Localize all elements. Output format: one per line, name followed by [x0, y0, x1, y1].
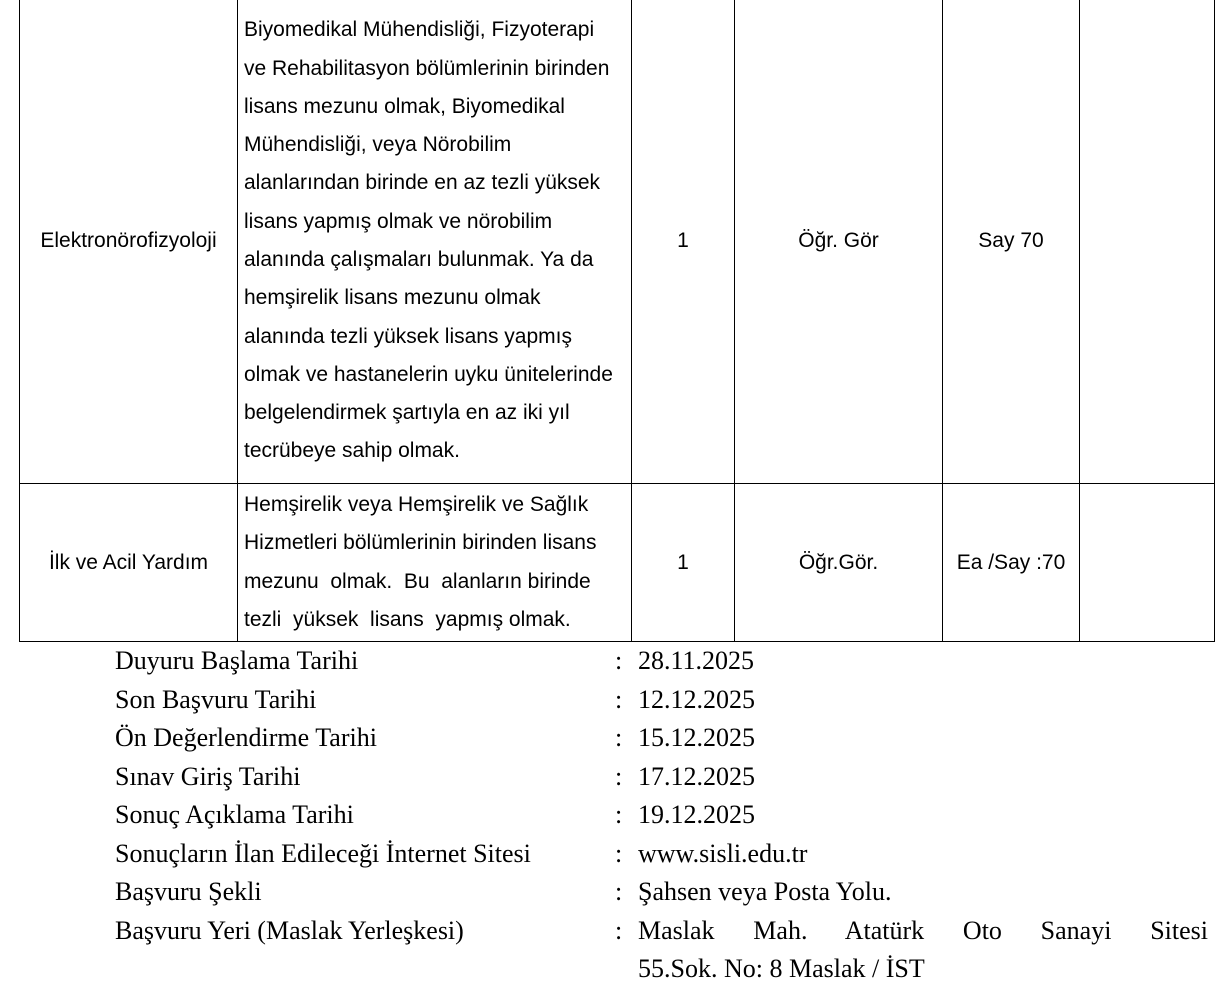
- info-value: 12.12.2025: [638, 684, 755, 714]
- score-cell: Say 70: [943, 0, 1080, 484]
- score-cell: Ea /Say :70: [943, 484, 1080, 642]
- info-row: [115, 642, 1208, 681]
- info-value: 17.12.2025: [638, 761, 755, 791]
- req-line: tezli yüksek lisans yapmış olmak.: [244, 607, 571, 631]
- info-label: Ön Değerlendirme Tarihi: [115, 723, 377, 752]
- req-line: mezunu olmak. Bu alanların birinde: [244, 569, 591, 593]
- req-line: ve Rehabilitasyon bölümlerinin birinden: [244, 56, 610, 80]
- count-cell: 1: [632, 0, 735, 484]
- requirement-cell: [238, 0, 632, 484]
- requirement-cell: [238, 484, 632, 642]
- colon: :: [615, 838, 623, 868]
- info-label: Başvuru Yeri (Maslak Yerleşkesi): [115, 915, 464, 945]
- announcement-info: [115, 642, 1208, 989]
- info-label: Sonuçların İlan Edileceği İnternet Sitesi: [115, 838, 531, 868]
- colon: :: [615, 915, 623, 945]
- extra-cell: [1080, 0, 1215, 484]
- info-row: [115, 719, 1208, 758]
- req-line: Mühendisliği, veya Nörobilim: [244, 133, 512, 157]
- req-line: Biyomedikal Mühendisliği, Fizyoterapi: [244, 18, 595, 42]
- title-cell: Öğr. Gör: [735, 0, 943, 484]
- program-cell: İlk ve Acil Yardım: [20, 484, 238, 642]
- req-line: lisans yapmış olmak ve nörobilim: [244, 209, 553, 233]
- req-line: Hemşirelik veya Hemşirelik ve Sağlık: [244, 493, 589, 516]
- info-label: Duyuru Başlama Tarihi: [115, 646, 359, 675]
- table-row: [20, 0, 1215, 484]
- title-cell: Öğr.Gör.: [735, 484, 943, 642]
- website-link[interactable]: www.sisli.edu.tr: [638, 838, 808, 868]
- req-line: hemşirelik lisans mezunu olmak: [244, 286, 541, 310]
- program-cell: Elektronörofizyoloji: [20, 0, 238, 484]
- info-value: Şahsen veya Posta Yolu.: [638, 877, 892, 906]
- req-line: belgelendirmek şartıyla en az iki yıl: [244, 401, 570, 425]
- info-row: [115, 758, 1208, 797]
- info-row: [115, 835, 1208, 874]
- info-row: [115, 912, 1208, 951]
- info-value: 19.12.2025: [638, 800, 755, 829]
- req-line: lisans mezunu olmak, Biyomedikal: [244, 94, 565, 118]
- colon: :: [615, 800, 623, 829]
- colon: :: [615, 646, 623, 675]
- info-row: [115, 950, 1208, 989]
- colon: :: [615, 877, 623, 906]
- req-line: olmak ve hastanelerin uyku ünitelerinde: [244, 362, 613, 386]
- info-value: 15.12.2025: [638, 723, 755, 752]
- req-line: tecrübeye sahip olmak.: [244, 439, 460, 463]
- colon: :: [615, 761, 623, 791]
- info-label: Son Başvuru Tarihi: [115, 684, 317, 714]
- req-line: alanlarından birinde en az tezli yüksek: [244, 171, 601, 195]
- table-row: [20, 484, 1215, 642]
- req-line: alanında tezli yüksek lisans yapmış: [244, 324, 572, 348]
- info-value: 28.11.2025: [638, 646, 755, 675]
- count-cell: 1: [632, 484, 735, 642]
- info-label: Sonuç Açıklama Tarihi: [115, 800, 354, 829]
- info-label: Sınav Giriş Tarihi: [115, 761, 301, 791]
- req-line: alanında çalışmaları bulunmak. Ya da: [244, 248, 594, 271]
- colon: :: [615, 684, 623, 714]
- info-row: [115, 796, 1208, 835]
- info-row: [115, 681, 1208, 720]
- info-label: Başvuru Şekli: [115, 877, 262, 906]
- extra-cell: [1080, 484, 1215, 642]
- req-line: Hizmetleri bölümlerinin birinden lisans: [244, 531, 597, 555]
- colon: :: [615, 723, 623, 752]
- info-value-cont: 55.Sok. No: 8 Maslak / İST: [638, 954, 925, 983]
- info-row: [115, 873, 1208, 912]
- positions-table: [19, 0, 1215, 642]
- info-value: Maslak Mah. Atatürk Oto Sanayi Sitesi: [638, 915, 1208, 945]
